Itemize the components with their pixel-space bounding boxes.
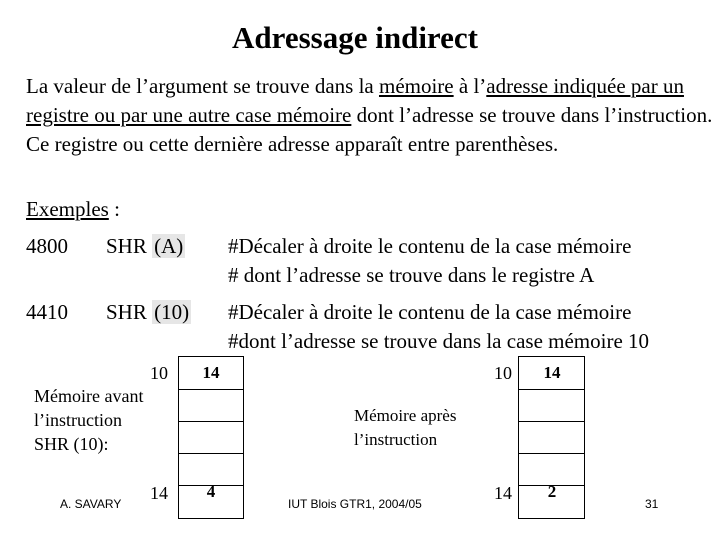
memory-before-val-bottom: 4: [206, 482, 216, 501]
memory-after-cell-2: [518, 389, 585, 422]
memory-after-addr-bottom: 14: [494, 483, 512, 503]
memory-before-cell-2: [178, 389, 244, 422]
paragraph-underlined-address: adresse indiquée par un registre ou par une autre case mémoire: [26, 74, 684, 127]
memory-after-cell-3: [518, 421, 585, 454]
definition-paragraph: [26, 72, 716, 159]
example-2-instruction: [106, 298, 191, 327]
memory-before-caption-2: l’instruction: [34, 410, 122, 430]
example-2-comment-line-2: #dont l’adresse se trouve dans la case mémoire 10: [228, 329, 650, 353]
examples-label: Exemples: [26, 197, 109, 221]
memory-after-caption-1: Mémoire après: [354, 406, 457, 425]
example-1-instruction: [106, 232, 185, 261]
paragraph-underlined-memoire: mémoire: [378, 74, 454, 98]
memory-before-val-top: 14: [202, 363, 220, 382]
paragraph-text-1: La valeur de l’argument se trouve dans la: [26, 74, 379, 98]
memory-before-caption-1: Mémoire avant: [34, 386, 144, 406]
examples-colon: :: [108, 197, 120, 221]
example-1-code: 4800: [26, 234, 68, 258]
footer-page-number: 31: [645, 497, 659, 511]
example-1-op: SHR: [106, 234, 147, 258]
memory-before-addr-bottom: 14: [150, 483, 168, 503]
example-2-op: SHR: [106, 300, 147, 324]
memory-before-caption-3: SHR (10):: [34, 434, 109, 454]
example-2-comment-line-1: #Décaler à droite le contenu de la case mémoire: [228, 300, 632, 324]
footer-author: A. SAVARY: [60, 497, 122, 511]
example-2-code: 4410: [26, 300, 68, 324]
example-1-comment-line-1: #Décaler à droite le contenu de la case mémoire: [228, 234, 632, 258]
example-2-arg: (10): [154, 300, 190, 324]
paragraph-text-3: dont l’adresse se trouve dans l’instruction. Ce registre ou cette dernière adresse apparaît entre parenthèses.: [26, 103, 713, 156]
example-1-arg: (A): [154, 234, 184, 258]
memory-after-val-top: 14: [543, 363, 561, 382]
footer-course: IUT Blois GTR1, 2004/05: [288, 497, 422, 511]
memory-after-addr-top: 10: [494, 363, 512, 383]
slide-title: Adressage indirect: [232, 20, 478, 55]
paragraph-text-2: à l’: [453, 74, 487, 98]
memory-after-caption-2: l’instruction: [354, 430, 438, 449]
example-1-comment-line-2: # dont l’adresse se trouve dans le registre A: [228, 263, 595, 287]
memory-before-cell-3: [178, 421, 244, 454]
examples-heading: [26, 197, 120, 222]
memory-before-addr-top: 10: [150, 363, 168, 383]
memory-after-val-bottom: 2: [547, 482, 557, 501]
